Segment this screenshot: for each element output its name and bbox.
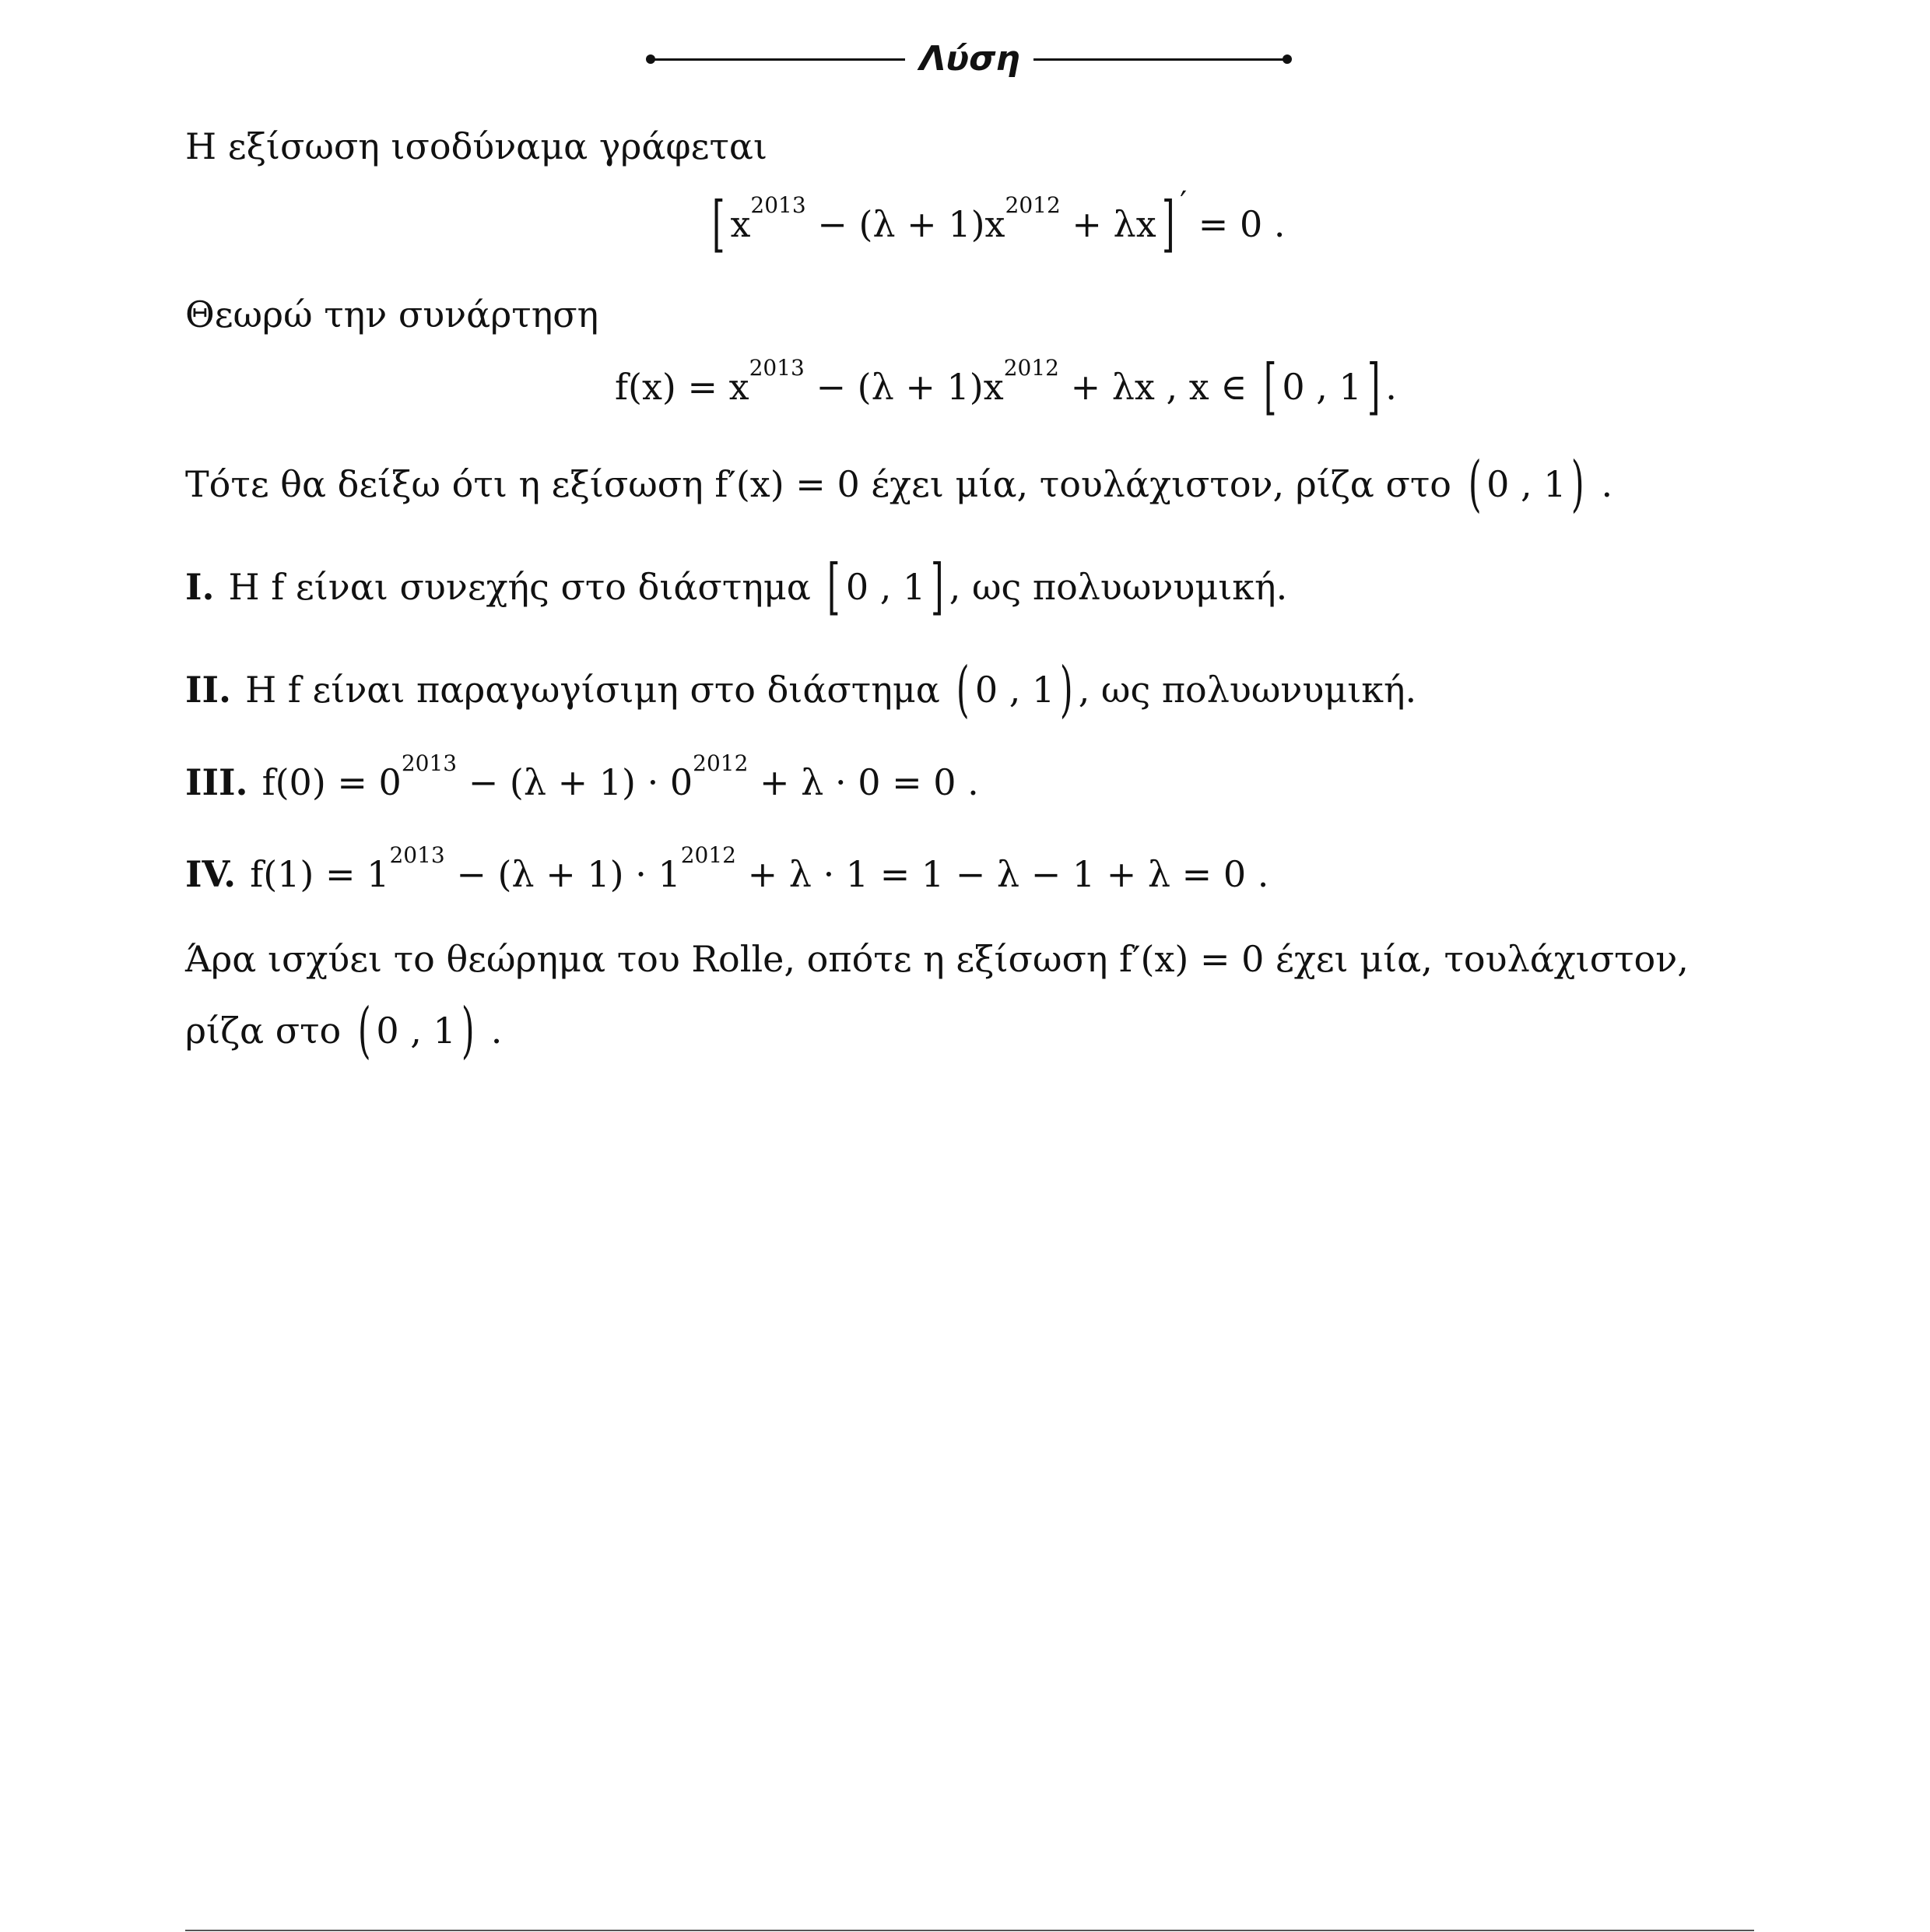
footer-rule	[185, 1930, 1754, 1931]
bracket-open: [	[711, 189, 725, 259]
header-rule-right	[1033, 58, 1286, 61]
conclusion-line-1: Άρα ισχύει το θεώρημα του Rolle, οπότε η εξίσωση f′(x) = 0 έχει μία, τουλάχιστον,	[185, 938, 1689, 980]
header-dot-right	[1283, 54, 1292, 64]
bracket-close: ]	[1161, 189, 1175, 259]
section-header	[646, 36, 1292, 83]
item-f-one: IV. $f(1) = 1^{2013} - (\lambda + 1) \cdot 1^{2012} + \lambda \cdot 1 = 1 - \lambda - 1 + \lambda = 0$ .	[185, 842, 1269, 895]
equation-function: $f(x) = x^{2013} - (\lambda + 1)x^{2012} + \lambda x$ , x ∈ [ 0 , 1] .	[615, 352, 1397, 422]
conclusion-line-2: ρίζα στο ( 0 , 1) .	[185, 996, 503, 1066]
header-rule-left	[652, 58, 905, 61]
section-title: Λύση	[919, 39, 1020, 79]
consider-text: Θεωρώ την συνάρτηση	[185, 293, 599, 335]
item-f-zero: III. $f(0) = 0^{2013} - (\lambda + 1) \cdot 0^{2012} + \lambda \cdot 0 = 0$ .	[185, 750, 979, 803]
item-continuity: I. Η f είναι συνεχής στο διάστημα [ 0 , 1] , ως πολυωνυμική.	[185, 552, 1288, 622]
equation-derivative: [ $x^{2013} - (\lambda + 1)x^{2012} + \lambda x$] ′ = 0 .	[711, 185, 1286, 259]
item-differentiability: II. Η f είναι παραγωγίσιμη στο διάστημα ( 0 , 1) , ως πολυωνυμική.	[185, 655, 1417, 725]
goal-statement: Τότε θα δείξω ότι η εξίσωση f′(x) = 0 έχει μία, τουλάχιστον, ρίζα στο ( 0 , 1) .	[185, 449, 1613, 519]
intro-text: Η εξίσωση ισοδύναμα γράφεται	[185, 125, 768, 167]
